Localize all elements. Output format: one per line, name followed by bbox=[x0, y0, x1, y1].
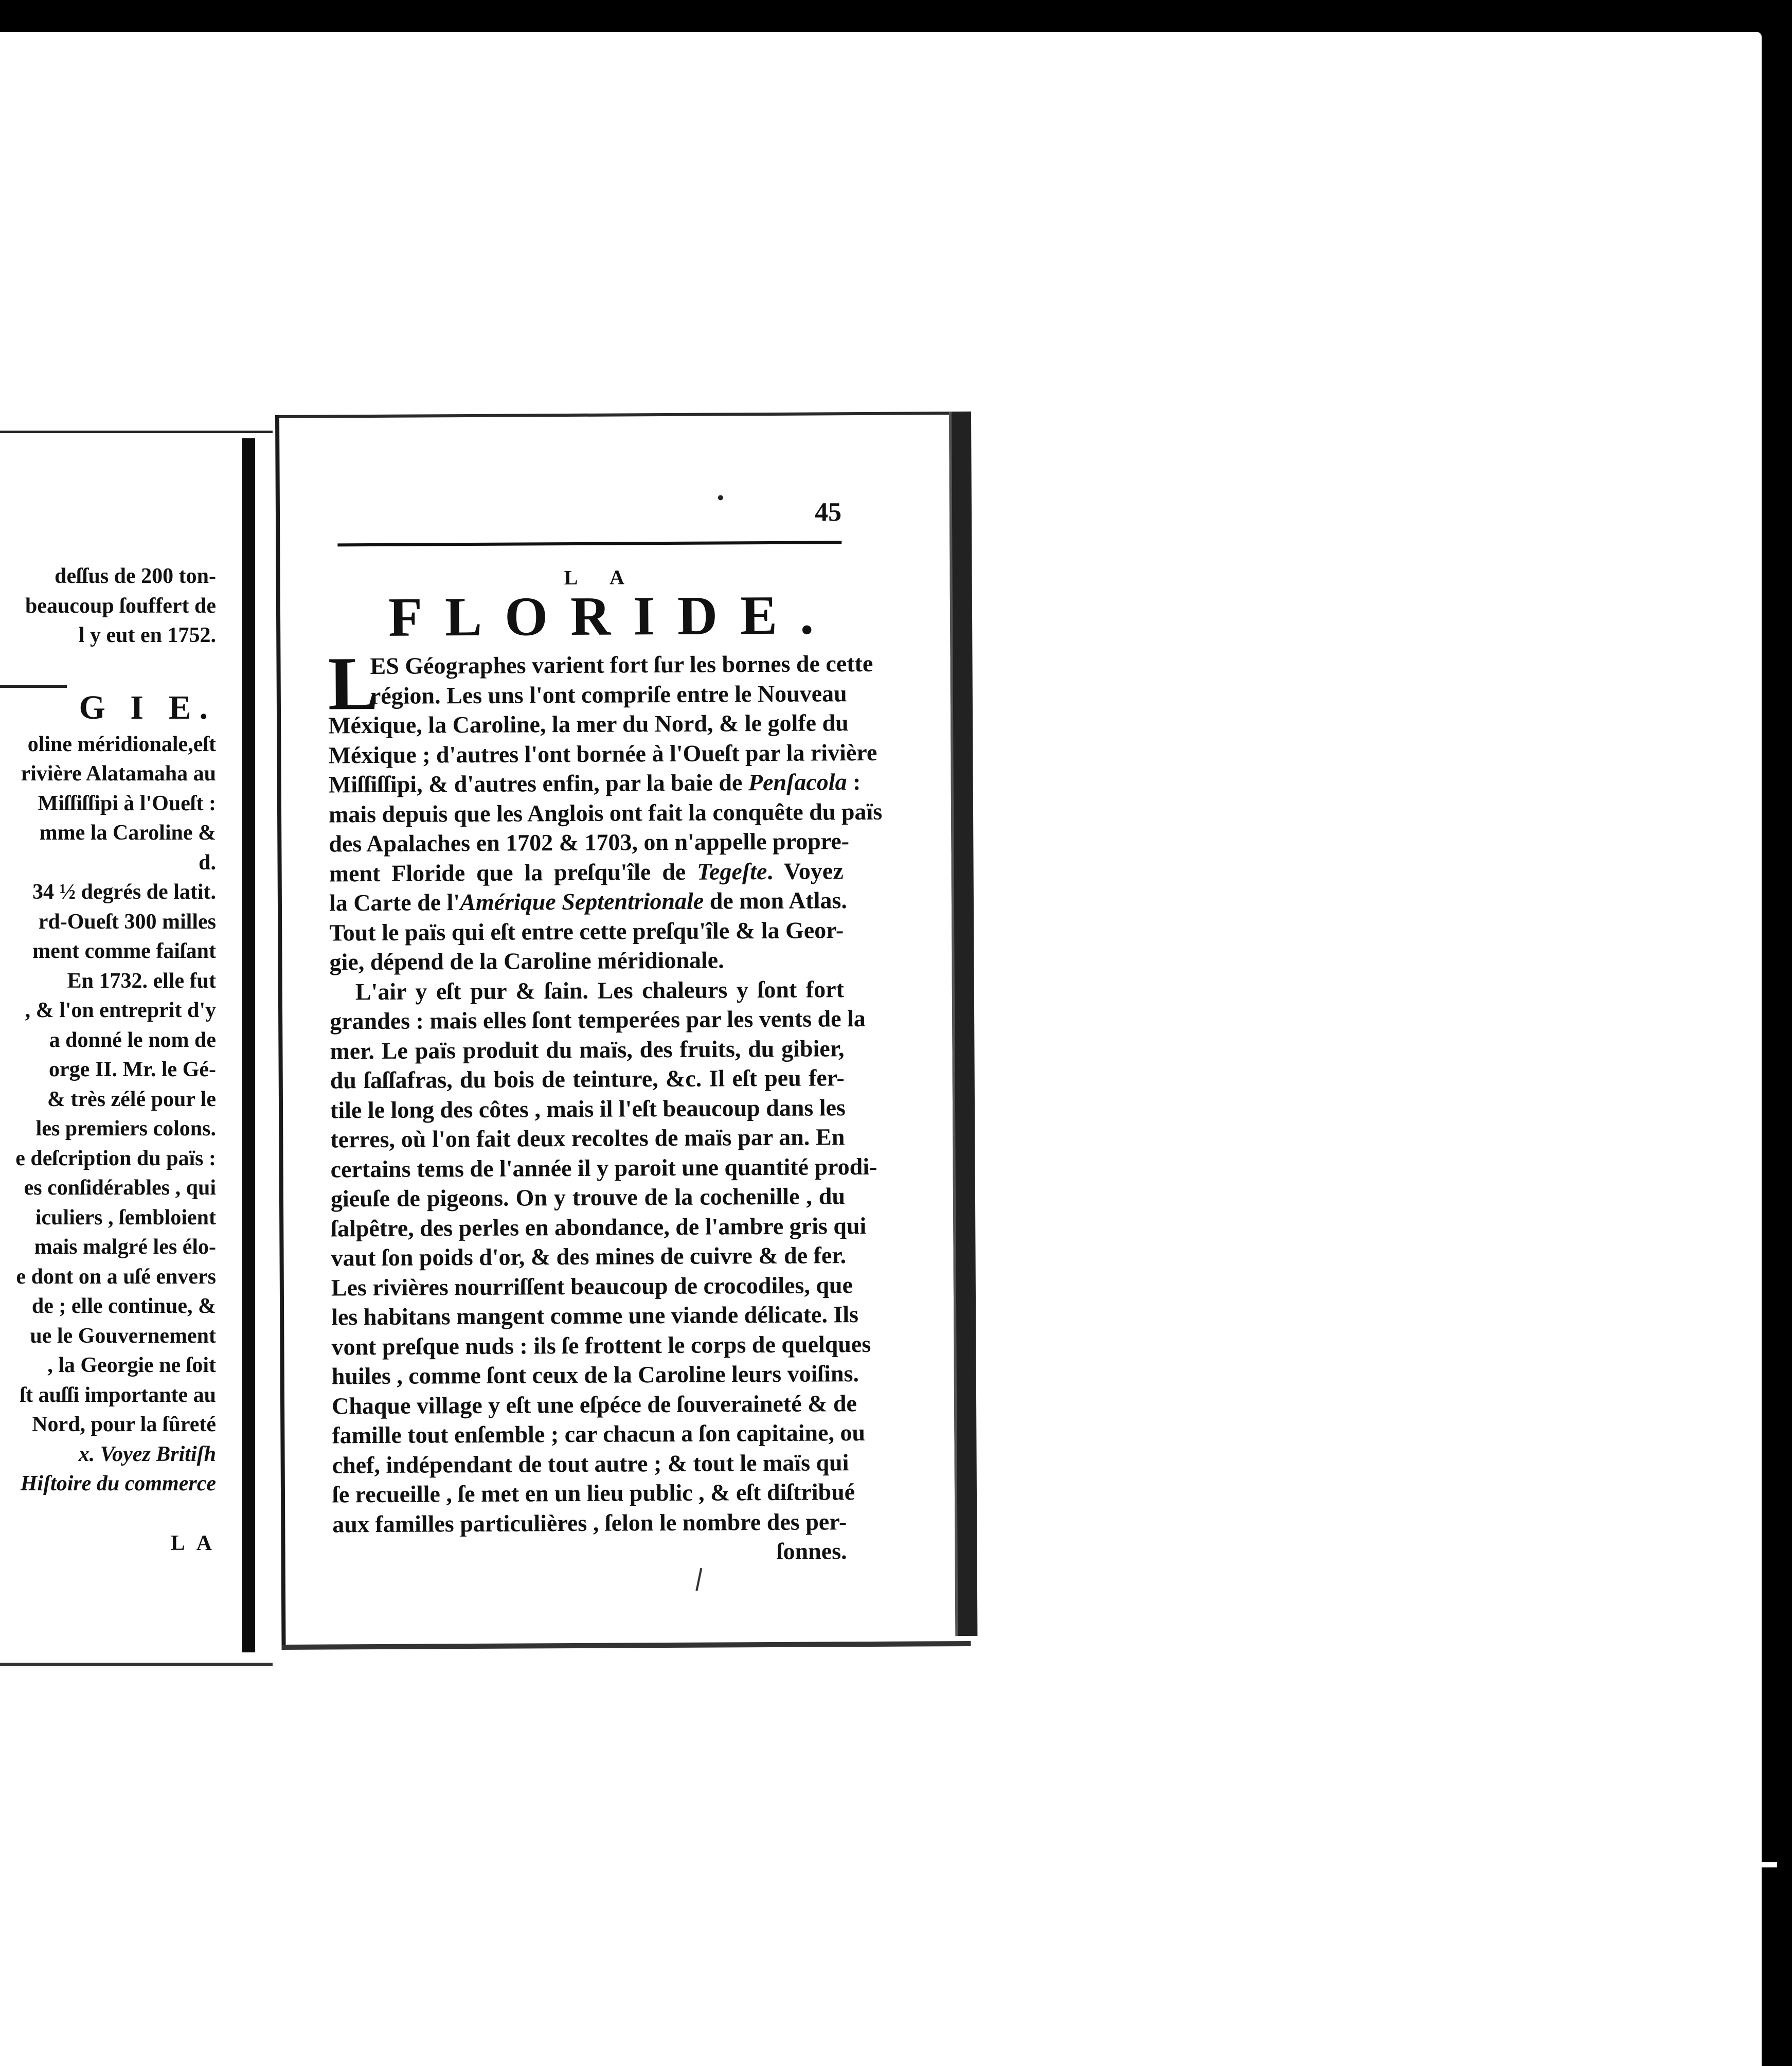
left-line-gap bbox=[0, 651, 216, 675]
text-line: vaut ſon poids d'or, & des mines de cuivre & de fer. bbox=[331, 1242, 847, 1271]
text-line: grandes : mais elles ſont temperées par les vents de la bbox=[330, 1005, 866, 1035]
left-line: es conſidérables , qui bbox=[24, 1176, 216, 1200]
drop-cap: L bbox=[328, 641, 379, 726]
left-line: mais malgré les élo- bbox=[34, 1235, 216, 1259]
page-edge-left bbox=[275, 415, 286, 1650]
chapter-title: FLORIDE. bbox=[388, 584, 837, 648]
book-gutter bbox=[242, 438, 255, 1652]
text-line: aux familles particulières , ſelon le nombre des per- bbox=[332, 1508, 847, 1537]
text-line: terres, où l'on fait deux recoltes de maïs par an. En bbox=[330, 1124, 845, 1153]
text-line: ſalpêtre, des perles en abondance, de l'ambre gris qui bbox=[331, 1212, 867, 1241]
left-line: mme la Caroline & bbox=[39, 821, 216, 845]
page-edge-bottom bbox=[282, 1641, 971, 1650]
left-line: beaucoup ſouffert de bbox=[25, 594, 216, 618]
text-line: Méxique ; d'autres l'ont bornée à l'Oueſt par la rivière bbox=[328, 739, 877, 768]
text-line: ES Géographes varient fort ſur les bornes de cette bbox=[370, 650, 873, 680]
text-line: les habitans mangent comme une viande délicate. Ils bbox=[331, 1301, 859, 1330]
text-line: Chaque village y eſt une eſpéce de ſouveraineté & de bbox=[331, 1390, 857, 1419]
left-page-fragment bbox=[0, 431, 273, 1666]
header-rule bbox=[337, 541, 841, 546]
left-line: les premiers colons. bbox=[35, 1117, 216, 1141]
left-line: de ; elle continue, & bbox=[31, 1294, 216, 1318]
left-line: orge II. Mr. le Gé- bbox=[48, 1058, 216, 1081]
left-line: iculiers , ſembloient bbox=[35, 1205, 216, 1230]
text-line: certains tems de l'année il y paroit une quantité prodi- bbox=[330, 1153, 877, 1182]
text-line: Tout le païs qui eſt entre cette preſqu'île & la Geor- bbox=[329, 916, 844, 946]
left-line: x. Voyez Britiſh bbox=[78, 1442, 216, 1466]
text-line: ment Floride que la preſqu'île de Tegeſte. Voyez bbox=[329, 857, 844, 886]
text-line: huiles , comme ſont ceux de la Caroline leurs voiſins. bbox=[331, 1360, 859, 1390]
italic-term: Penſacola bbox=[748, 769, 847, 796]
ink-stroke bbox=[695, 1568, 702, 1591]
left-line: e dont on a uſé envers bbox=[16, 1264, 216, 1289]
page-edge-right bbox=[949, 412, 977, 1636]
ink-spot bbox=[718, 495, 723, 500]
left-line: En 1732. elle fut bbox=[67, 969, 216, 993]
left-line: ment comme faiſant bbox=[32, 939, 216, 963]
left-line: , & l'on entreprit d'y bbox=[25, 999, 216, 1022]
text-line: tile le long des côtes , mais il l'eſt beaucoup dans les bbox=[330, 1094, 846, 1123]
text-line: du ſaſſafras, du bois de teinture, &c. Il eſt peu fer- bbox=[330, 1064, 845, 1094]
text-line: ſonnes. bbox=[776, 1538, 847, 1564]
text-line: la Carte de l'Amérique Septentrionale de mon Atlas. bbox=[329, 887, 847, 916]
chapter-title-article: L A bbox=[564, 565, 639, 590]
left-page-text bbox=[0, 562, 216, 1558]
text-line: Les rivières nourriſſent beaucoup de crocodiles, que bbox=[331, 1271, 853, 1301]
left-line: deſſus de 200 ton- bbox=[55, 564, 216, 588]
text-line: Méxique, la Caroline, la mer du Nord, & le golfe du bbox=[328, 709, 849, 739]
text-line: L'air y eſt pur & ſain. Les chaleurs y ſont fort bbox=[355, 975, 844, 1005]
text-line: mais depuis que les Anglois ont fait la conquête du païs bbox=[328, 798, 883, 827]
left-line: a donné le nom de bbox=[49, 1028, 216, 1052]
body-text bbox=[328, 641, 883, 1569]
left-line: oline méridionale,eſt bbox=[27, 732, 216, 756]
left-line: , la Georgie ne ſoit bbox=[47, 1353, 216, 1377]
text-line: famille tout enſemble ; car chacun a ſon capitaine, ou bbox=[332, 1419, 866, 1449]
page-edge-top bbox=[275, 412, 949, 418]
left-line: Hiſtoire du commerce bbox=[20, 1472, 216, 1495]
left-line: e deſcription du païs : bbox=[15, 1146, 216, 1170]
text-line: ſe recueille , ſe met en un lieu public , & eſt diſtribué bbox=[332, 1479, 855, 1508]
text-line: Miſſiſſipi, & d'autres enfin, par la baie de Penſacola : bbox=[328, 769, 861, 798]
sheet-edge-notch bbox=[1762, 1862, 1777, 1867]
left-line: Nord, pour la ſûreté bbox=[32, 1413, 216, 1436]
left-line: l y eut en 1752. bbox=[78, 624, 216, 647]
italic-term: Tegeſte bbox=[696, 858, 767, 885]
page-number: 45 bbox=[814, 497, 842, 527]
text-line: gie, dépend de la Caroline méridionale. bbox=[329, 947, 724, 975]
left-line: & très zélé pour le bbox=[47, 1087, 216, 1111]
left-line: rivière Alatamaha au bbox=[21, 762, 216, 786]
text-line: mer. Le païs produit du maïs, des fruits, du gibier, bbox=[330, 1035, 845, 1064]
text-line: vont preſque nuds : ils ſe frottent le corps de quelques bbox=[331, 1330, 871, 1360]
left-line: rd-Oueſt 300 milles bbox=[38, 910, 216, 934]
scanned-sheet bbox=[0, 32, 1762, 2066]
right-page bbox=[275, 412, 976, 1650]
left-line-gap bbox=[0, 1499, 216, 1524]
text-line: région. Les uns l'ont compriſe entre le Nouveau bbox=[370, 680, 847, 709]
text-line: des Apalaches en 1702 & 1703, on n'appelle propre- bbox=[329, 828, 850, 857]
left-line: ſt auſſi importante au bbox=[20, 1383, 216, 1407]
left-page-heading: G I E. bbox=[79, 688, 216, 726]
text-line: gieuſe de pigeons. On y trouve de la cochenille , du bbox=[330, 1183, 846, 1212]
left-line: 34 ½ degrés de latit. bbox=[32, 880, 216, 904]
text-line: chef, indépendant de tout autre ; & tout le maïs qui bbox=[332, 1449, 849, 1478]
left-line: ue le Gouvernement bbox=[30, 1324, 216, 1348]
italic-term: Amérique Septentrionale bbox=[460, 887, 704, 916]
left-catchword: L A bbox=[170, 1531, 216, 1555]
left-line: Miſſiſſipi à l'Oueſt : bbox=[38, 791, 216, 815]
left-line: d. bbox=[199, 850, 216, 875]
